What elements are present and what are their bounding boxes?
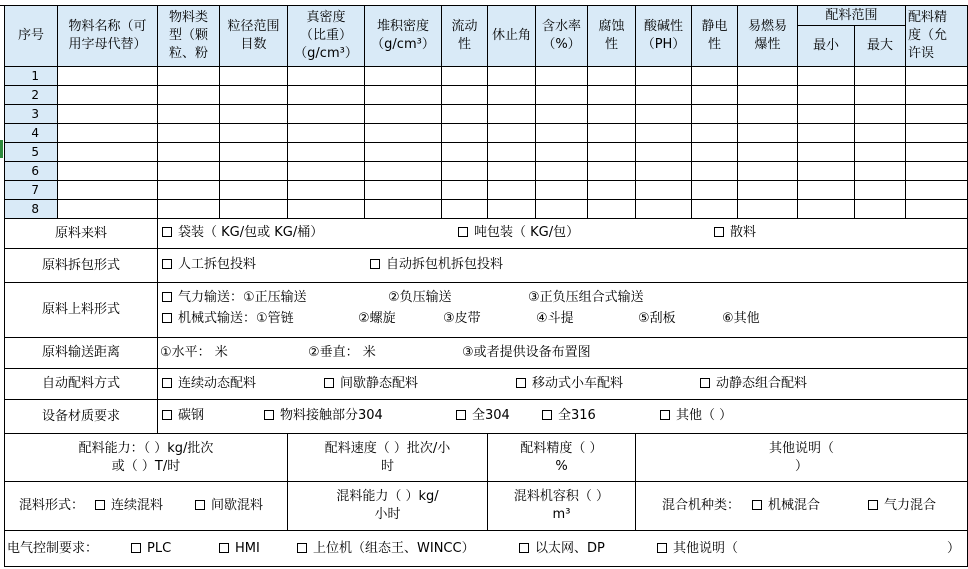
- mixer-volume: 混料机容积（ ） m³: [488, 482, 636, 531]
- table-cell[interactable]: [636, 181, 692, 200]
- table-cell[interactable]: [442, 124, 488, 143]
- header-flowability: 流动 性: [442, 6, 488, 67]
- table-cell[interactable]: [536, 181, 588, 200]
- table-cell[interactable]: [488, 105, 536, 124]
- row-number: 6: [4, 162, 58, 181]
- feed-combined-pressure: ③正负压组合式输送: [528, 290, 644, 305]
- table-cell[interactable]: [738, 181, 798, 200]
- table-cell[interactable]: [692, 200, 738, 219]
- auto-combined-label: 动静态组合配料: [716, 376, 808, 391]
- table-cell[interactable]: [588, 181, 636, 200]
- table-cell[interactable]: [906, 200, 968, 219]
- material-304-label: 全304: [472, 408, 510, 423]
- auto-batch-label: 间歇静态配料: [340, 376, 419, 391]
- checkbox-manual-unpack[interactable]: [162, 259, 172, 269]
- header-true-density: 真密度 （比重） （g/cm³）: [288, 6, 365, 67]
- checkbox-mechanical-mixing[interactable]: [752, 500, 762, 510]
- source-options: [158, 219, 968, 249]
- feed-mechanical-label: 机械式输送：①管链: [178, 311, 294, 326]
- mixing-batch-label: 间歇混料: [211, 498, 264, 513]
- electric-ethernet-label: 以太网、DP: [535, 541, 605, 556]
- distance-fields: [158, 338, 968, 369]
- header-flammable: 易燃易 爆性: [738, 6, 798, 67]
- checkbox-ethernet-dp[interactable]: [519, 543, 529, 553]
- table-cell[interactable]: [738, 67, 798, 86]
- checkbox-auto-unpack[interactable]: [370, 259, 380, 269]
- unpack-options: [158, 249, 968, 283]
- row-number: 5: [4, 143, 58, 162]
- electric-host-label: 上位机（组态王、WINCC）: [313, 541, 475, 556]
- table-cell[interactable]: [442, 86, 488, 105]
- checkbox-batch-mixing[interactable]: [195, 500, 205, 510]
- electric-plc-label: PLC: [147, 541, 172, 556]
- batching-capacity: 配料能力：（ ）kg/批次 或（ ）T/时: [4, 434, 288, 482]
- mixer-mechanical-label: 机械混合: [768, 498, 821, 513]
- table-cell[interactable]: [855, 200, 906, 219]
- source-ton-bag-label: 吨包装（ KG/包）: [474, 225, 580, 240]
- checkbox-mechanical[interactable]: [162, 313, 172, 323]
- electric-control: [4, 531, 968, 567]
- header-material-name: 物料名称（可 用字母代替）: [58, 6, 158, 67]
- distance-horizontal: ①水平： 米: [160, 345, 228, 360]
- table-cell[interactable]: [288, 124, 365, 143]
- label-equipment-material: 设备材质要求: [4, 400, 158, 434]
- material-other-label: 其他（ ）: [676, 408, 733, 423]
- label-source: 原料来料: [4, 219, 158, 249]
- table-cell[interactable]: [288, 162, 365, 181]
- table-cell[interactable]: [488, 143, 536, 162]
- table-cell[interactable]: [906, 143, 968, 162]
- checkbox-mobile-cart[interactable]: [516, 378, 526, 388]
- table-cell[interactable]: [365, 143, 442, 162]
- table-cell[interactable]: [536, 86, 588, 105]
- header-static: 静电 性: [692, 6, 738, 67]
- table-cell[interactable]: [855, 86, 906, 105]
- table-cell[interactable]: [488, 181, 536, 200]
- table-cell[interactable]: [488, 86, 536, 105]
- row-number: 1: [4, 67, 58, 86]
- table-cell[interactable]: [58, 143, 158, 162]
- table-cell[interactable]: [158, 67, 220, 86]
- table-cell[interactable]: [365, 181, 442, 200]
- table-cell[interactable]: [288, 200, 365, 219]
- table-cell[interactable]: [855, 162, 906, 181]
- table-cell[interactable]: [636, 67, 692, 86]
- batching-speed: 配料速度（ ）批次/小 时: [288, 434, 488, 482]
- checkbox-electric-other[interactable]: [657, 543, 667, 553]
- row-number: 8: [4, 200, 58, 219]
- header-moisture: 含水率 （%）: [536, 6, 588, 67]
- table-cell[interactable]: [906, 67, 968, 86]
- table-cell[interactable]: [798, 162, 855, 181]
- table-cell[interactable]: [220, 105, 288, 124]
- distance-layout: ③或者提供设备布置图: [462, 345, 591, 360]
- table-cell[interactable]: [906, 162, 968, 181]
- table-cell[interactable]: [288, 86, 365, 105]
- feed-negative-pressure: ②负压输送: [388, 290, 452, 305]
- header-particle-size: 粒径范围 目数: [220, 6, 288, 67]
- table-cell[interactable]: [220, 181, 288, 200]
- checkbox-batch-static[interactable]: [324, 378, 334, 388]
- table-cell[interactable]: [536, 105, 588, 124]
- table-cell[interactable]: [158, 200, 220, 219]
- table-cell[interactable]: [288, 181, 365, 200]
- table-cell[interactable]: [442, 105, 488, 124]
- header-serial: 序号: [4, 6, 58, 67]
- table-cell[interactable]: [588, 67, 636, 86]
- header-corrosive: 腐蚀 性: [588, 6, 636, 67]
- table-cell[interactable]: [798, 67, 855, 86]
- table-cell[interactable]: [588, 200, 636, 219]
- checkbox-continuous-mixing[interactable]: [95, 500, 105, 510]
- table-cell[interactable]: [855, 124, 906, 143]
- table-cell[interactable]: [738, 143, 798, 162]
- table-cell[interactable]: [58, 105, 158, 124]
- electric-hmi-label: HMI: [235, 541, 260, 556]
- table-cell[interactable]: [442, 143, 488, 162]
- table-cell[interactable]: [58, 86, 158, 105]
- table-cell[interactable]: [588, 86, 636, 105]
- unpack-manual-label: 人工拆包投料: [178, 257, 257, 272]
- checkbox-combined[interactable]: [700, 378, 710, 388]
- table-cell[interactable]: [288, 105, 365, 124]
- header-repose-angle: 休止角: [488, 6, 536, 67]
- table-cell[interactable]: [58, 181, 158, 200]
- source-bag-label: 袋装（ KG/包或 KG/桶）: [178, 225, 324, 240]
- table-cell[interactable]: [588, 143, 636, 162]
- checkbox-all-304[interactable]: [456, 410, 466, 420]
- row-number: 7: [4, 181, 58, 200]
- checkbox-material-other[interactable]: [660, 410, 670, 420]
- material-contact-label: 物料接触部分304: [280, 408, 383, 423]
- table-cell[interactable]: [906, 86, 968, 105]
- table-cell[interactable]: [636, 200, 692, 219]
- checkbox-continuous-dynamic[interactable]: [162, 378, 172, 388]
- row-number: 4: [4, 124, 58, 143]
- material-options: [158, 400, 968, 434]
- table-cell[interactable]: [738, 86, 798, 105]
- row-number: 3: [4, 105, 58, 124]
- checkbox-bag[interactable]: [162, 227, 172, 237]
- header-material-type: 物料类 型（颗 粒、粉: [158, 6, 220, 67]
- table-cell[interactable]: [220, 143, 288, 162]
- feed-other: ⑥其他: [722, 311, 760, 326]
- checkbox-bulk[interactable]: [714, 227, 724, 237]
- table-cell[interactable]: [158, 181, 220, 200]
- label-auto-batching: 自动配料方式: [4, 369, 158, 400]
- table-cell[interactable]: [855, 181, 906, 200]
- feed-options: [158, 283, 968, 338]
- feed-bucket: ④斗提: [536, 311, 574, 326]
- electric-label: 电气控制要求：: [7, 541, 99, 556]
- auto-mobile-label: 移动式小车配料: [532, 376, 624, 391]
- table-cell[interactable]: [692, 181, 738, 200]
- feed-scraper: ⑤刮板: [638, 311, 676, 326]
- table-cell[interactable]: [692, 105, 738, 124]
- table-cell[interactable]: [588, 162, 636, 181]
- table-cell[interactable]: [588, 124, 636, 143]
- table-cell[interactable]: [692, 143, 738, 162]
- table-cell[interactable]: [855, 143, 906, 162]
- feed-screw: ②螺旋: [358, 311, 396, 326]
- table-cell[interactable]: [158, 162, 220, 181]
- table-cell[interactable]: [365, 105, 442, 124]
- table-cell[interactable]: [288, 143, 365, 162]
- auto-continuous-label: 连续动态配料: [178, 376, 257, 391]
- table-cell[interactable]: [58, 67, 158, 86]
- source-bulk-label: 散料: [730, 225, 757, 240]
- table-cell[interactable]: [158, 143, 220, 162]
- header-bulk-density: 堆积密度 （g/cm³）: [365, 6, 442, 67]
- checkbox-all-316[interactable]: [542, 410, 552, 420]
- electric-other-close: ）: [947, 541, 961, 556]
- table-cell[interactable]: [798, 105, 855, 124]
- checkbox-hmi[interactable]: [219, 543, 229, 553]
- table-cell[interactable]: [855, 105, 906, 124]
- checkbox-plc[interactable]: [131, 543, 141, 553]
- table-cell[interactable]: [636, 105, 692, 124]
- other-notes: 其他说明（ ）: [636, 434, 968, 482]
- unpack-auto-label: 自动拆包机拆包投料: [386, 257, 504, 272]
- mixer-pneumatic-label: 气力混合: [884, 498, 937, 513]
- table-cell[interactable]: [536, 143, 588, 162]
- table-cell[interactable]: [536, 162, 588, 181]
- table-cell[interactable]: [488, 162, 536, 181]
- table-cell[interactable]: [798, 143, 855, 162]
- table-cell[interactable]: [636, 162, 692, 181]
- feed-pneumatic-label: 气力输送：①正压输送: [178, 290, 307, 305]
- table-cell[interactable]: [442, 200, 488, 219]
- table-cell[interactable]: [158, 105, 220, 124]
- checkbox-host-computer[interactable]: [297, 543, 307, 553]
- table-cell[interactable]: [536, 124, 588, 143]
- table-cell[interactable]: [906, 181, 968, 200]
- table-cell[interactable]: [738, 162, 798, 181]
- table-cell[interactable]: [442, 162, 488, 181]
- table-cell[interactable]: [798, 181, 855, 200]
- table-cell[interactable]: [442, 181, 488, 200]
- mixing-type-label: 混料形式：: [19, 498, 85, 513]
- table-cell[interactable]: [220, 162, 288, 181]
- material-316-label: 全316: [558, 408, 596, 423]
- header-range: 配料范围: [798, 6, 906, 26]
- table-cell[interactable]: [588, 105, 636, 124]
- table-cell[interactable]: [488, 200, 536, 219]
- table-cell[interactable]: [58, 124, 158, 143]
- row-number: 2: [4, 86, 58, 105]
- mixer-kind: [636, 482, 968, 531]
- table-cell[interactable]: [58, 200, 158, 219]
- distance-vertical: ②垂直： 米: [308, 345, 376, 360]
- checkbox-ton-bag[interactable]: [458, 227, 468, 237]
- feed-belt: ③皮带: [443, 311, 481, 326]
- label-feed: 原料上料形式: [4, 283, 158, 338]
- table-cell[interactable]: [536, 200, 588, 219]
- checkbox-pneumatic[interactable]: [162, 292, 172, 302]
- table-cell[interactable]: [906, 105, 968, 124]
- table-cell[interactable]: [536, 67, 588, 86]
- table-cell[interactable]: [906, 124, 968, 143]
- label-unpack: 原料拆包形式: [4, 249, 158, 283]
- table-cell[interactable]: [636, 124, 692, 143]
- table-cell[interactable]: [636, 143, 692, 162]
- table-cell[interactable]: [488, 67, 536, 86]
- header-range-min: 最小: [798, 26, 855, 67]
- table-cell[interactable]: [220, 86, 288, 105]
- table-cell[interactable]: [365, 200, 442, 219]
- table-cell[interactable]: [365, 67, 442, 86]
- table-cell[interactable]: [220, 200, 288, 219]
- table-cell[interactable]: [738, 200, 798, 219]
- table-cell[interactable]: [855, 67, 906, 86]
- electric-other-label: 其他说明（: [673, 541, 739, 556]
- table-cell[interactable]: [220, 67, 288, 86]
- table-cell[interactable]: [738, 124, 798, 143]
- header-range-max: 最大: [855, 26, 906, 67]
- table-cell[interactable]: [158, 86, 220, 105]
- auto-batching-options: [158, 369, 968, 400]
- table-cell[interactable]: [58, 162, 158, 181]
- table-cell[interactable]: [365, 124, 442, 143]
- table-cell[interactable]: [798, 200, 855, 219]
- header-precision: 配料精 度（允 许误: [906, 6, 968, 67]
- table-cell[interactable]: [798, 124, 855, 143]
- material-carbon-label: 碳钢: [178, 408, 205, 423]
- header-ph: 酸碱性 （PH）: [636, 6, 692, 67]
- table-cell[interactable]: [365, 162, 442, 181]
- checkbox-pneumatic-mixing[interactable]: [868, 500, 878, 510]
- table-cell[interactable]: [692, 67, 738, 86]
- table-cell[interactable]: [220, 124, 288, 143]
- table-cell[interactable]: [692, 124, 738, 143]
- table-cell[interactable]: [738, 105, 798, 124]
- checkbox-carbon-steel[interactable]: [162, 410, 172, 420]
- mixing-type: [4, 482, 288, 531]
- table-cell[interactable]: [692, 86, 738, 105]
- table-cell[interactable]: [636, 86, 692, 105]
- mixing-capacity: 混料能力（ ）kg/ 小时: [288, 482, 488, 531]
- table-cell[interactable]: [288, 67, 365, 86]
- mixer-kind-label: 混合机种类：: [662, 498, 741, 513]
- table-cell[interactable]: [798, 86, 855, 105]
- table-cell[interactable]: [442, 67, 488, 86]
- checkbox-contact-304[interactable]: [264, 410, 274, 420]
- batching-precision: 配料精度（ ） %: [488, 434, 636, 482]
- table-cell[interactable]: [158, 124, 220, 143]
- table-cell[interactable]: [365, 86, 442, 105]
- table-cell[interactable]: [692, 162, 738, 181]
- label-distance: 原料输送距离: [4, 338, 158, 369]
- cell-cursor-marker: [0, 140, 3, 158]
- mixing-continuous-label: 连续混料: [111, 498, 164, 513]
- table-cell[interactable]: [488, 124, 536, 143]
